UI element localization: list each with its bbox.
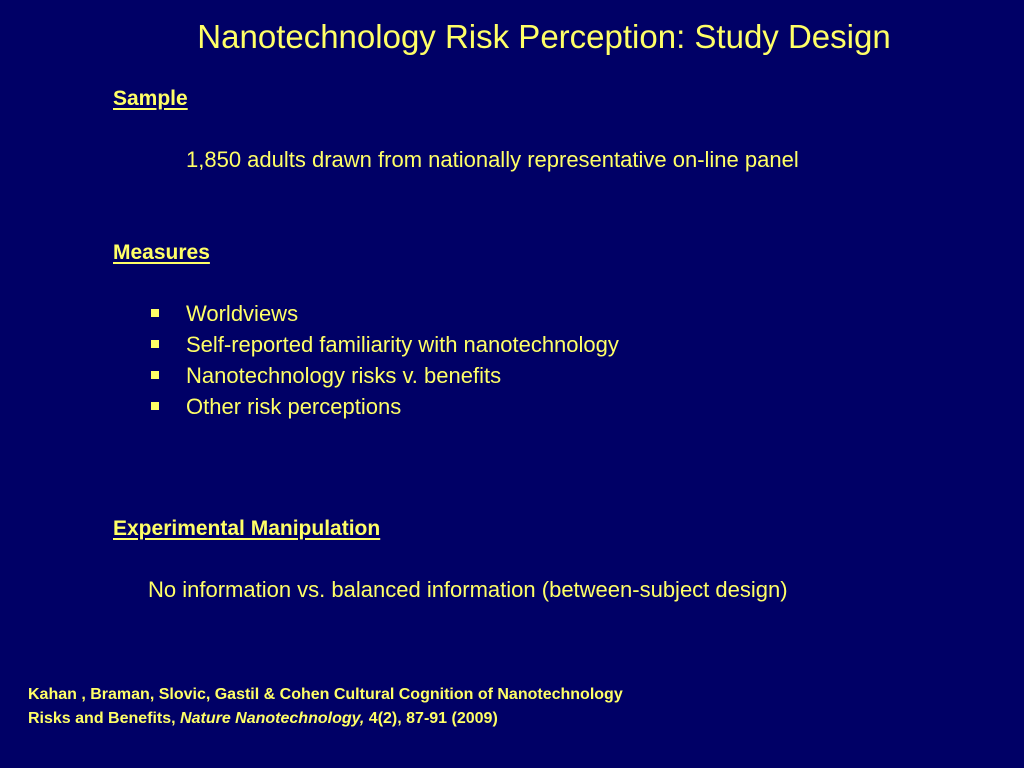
- measures-list-item: [148, 299, 619, 330]
- sample-heading: Sample: [113, 87, 188, 110]
- square-bullet-icon: [151, 371, 159, 379]
- measures-item-label: Other risk perceptions: [186, 394, 402, 419]
- measures-heading: Measures: [113, 241, 210, 264]
- citation-journal: Nature Nanotechnology,: [180, 710, 365, 727]
- citation-line-2-prefix: Risks and Benefits,: [28, 710, 181, 727]
- square-bullet-icon: [151, 402, 159, 410]
- experimental-manipulation-description: No information vs. balanced information (between-subject design): [148, 577, 788, 602]
- measures-list-item: [148, 330, 619, 361]
- sample-description: 1,850 adults drawn from nationally representative on-line panel: [186, 147, 799, 172]
- experimental-manipulation-heading: Experimental Manipulation: [113, 517, 381, 540]
- citation: [28, 683, 623, 731]
- square-bullet-icon: [151, 340, 159, 348]
- measures-item-label: Worldviews: [186, 301, 299, 326]
- citation-line-1: Kahan , Braman, Slovic, Gastil & Cohen Cultural Cognition of Nanotechnology: [28, 686, 623, 703]
- slide-title: Nanotechnology Risk Perception: Study Design: [197, 18, 891, 55]
- citation-line-2: [28, 707, 623, 731]
- measures-item-label: Self-reported familiarity with nanotechnology: [186, 332, 619, 357]
- citation-line-2-suffix: 4(2), 87-91 (2009): [364, 710, 498, 727]
- measures-list-item: [148, 361, 619, 392]
- measures-list: [148, 299, 619, 423]
- square-bullet-icon: [151, 309, 159, 317]
- measures-list-item: [148, 392, 619, 423]
- measures-item-label: Nanotechnology risks v. benefits: [186, 363, 502, 388]
